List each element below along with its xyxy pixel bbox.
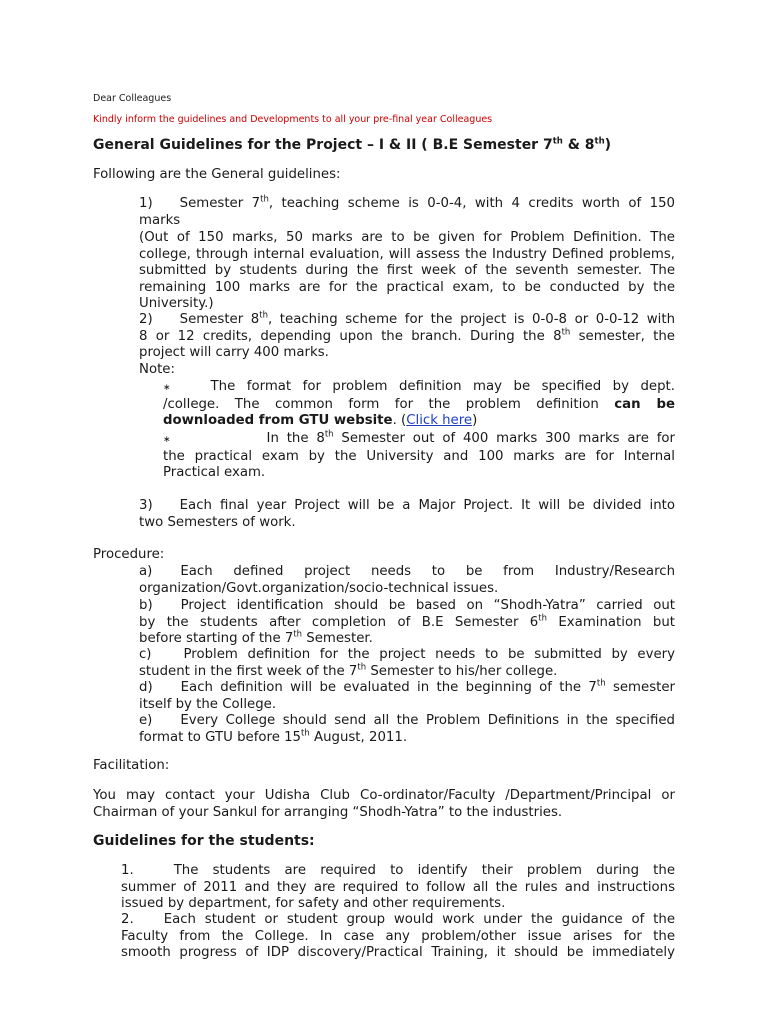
procedure-label: Procedure: [93,547,165,562]
facilitation-text: You may contact your Udisha Club Co-ordinator/Faculty /Department/Principal or Chairman of your Sankul for arranging “Shodh-Yatra” to the industries. [93,788,675,820]
greeting: Dear Colleagues [93,93,172,104]
student-guideline-2: 2. Each student or student group would work under the guidance of the Faculty from the College. In case any problem/other issue arises for the smooth progress of IDP discovery/Practical Training, it should be immediately [121,912,675,961]
note-item-2: ∗ In the 8th Semester out of 400 marks 300 marks are for the practical exam by the University and 100 marks are for Internal Practical exam. [163,429,675,481]
notice-text: Kindly inform the guidelines and Developments to all your pre-final year Colleagues [93,114,493,125]
bullet-icon: ∗ [163,383,171,393]
list-item-3: 3) Each final year Project will be a Major Project. It will be divided into two Semesters of work. [139,498,675,530]
list-item-1: 1) Semester 7th, teaching scheme is 0-0-4, with 4 credits worth of 150 marks [139,194,675,228]
procedure-item-e: e) Every College should send all the Problem Definitions in the specified format to GTU before 15th August, 2011. [139,713,675,745]
student-guideline-1: 1. The students are required to identify their problem during the summer of 2011 and they are required to follow all the rules and instructions issued by department, for safety and other requirements. [121,863,675,912]
page-title: General Guidelines for the Project – I & II ( B.E Semester 7th & 8th) [93,136,612,153]
note-label: Note: [139,362,175,377]
note-item-1: ∗ The format for problem definition may be specified by dept. /college. The common form for the problem definition can be downloaded from GTU website. (Click here) [163,379,675,429]
intro-text: Following are the General guidelines: [93,167,341,182]
click-here-link[interactable]: Click here [406,413,473,429]
bullet-icon: ∗ [163,435,171,445]
procedure-item-a: a) Each defined project needs to be from Industry/Research organization/Govt.organization/socio-technical issues. [139,564,675,596]
list-item-2: 2) Semester 8th, teaching scheme for the project is 0-0-8 or 0-0-12 with 8 or 12 credits, depending upon the branch. During the 8th semester, the project will carry 400 marks. [139,310,675,361]
procedure-item-b: b) Project identification should be based on “Shodh-Yatra” carried out by the students after completion of B.E Semester 6th Examination but before starting of the 7th Semester. [139,598,675,647]
procedure-item-d: d) Each definition will be evaluated in the beginning of the 7th semester itself by the College. [139,678,675,712]
students-heading: Guidelines for the students: [93,833,315,849]
list-item-1-detail: (Out of 150 marks, 50 marks are to be given for Problem Definition. The college, through internal evaluation, will assess the Industry Defined problems, submitted by students during the first week of the seventh semester. The remaining 100 marks are for the practical exam, to be conducted by the University.) [139,230,675,312]
procedure-item-c: c) Problem definition for the project needs to be submitted by every student in the first week of the 7th Semester to his/her college. [139,647,675,679]
facilitation-label: Facilitation: [93,758,170,773]
